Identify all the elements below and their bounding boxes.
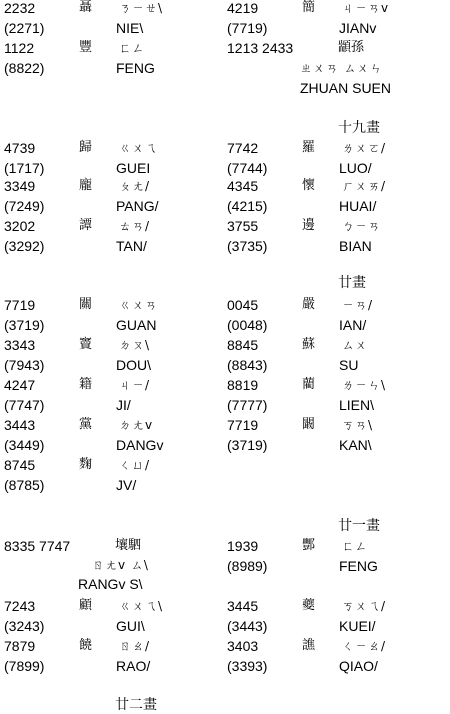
- entry-code: 3202: [4, 218, 36, 234]
- entry-pinyin: SU: [339, 357, 359, 373]
- entry-code: 0045: [227, 297, 259, 313]
- entry-alt-code: (3719): [227, 437, 268, 453]
- entry-character: 夔: [302, 598, 316, 613]
- entry-pinyin: JI/: [116, 397, 131, 413]
- compound-characters: 顓孫: [338, 40, 365, 55]
- entry-code: 7243: [4, 598, 36, 614]
- entry-pinyin: DOU\: [116, 357, 151, 373]
- entry-alt-code: (8989): [227, 558, 268, 574]
- stroke-heading: 廿二畫: [115, 697, 157, 713]
- entry-alt-code: (3719): [4, 317, 45, 333]
- entry-code: 7719: [227, 417, 259, 433]
- entry-zhuyin: ㄍㄨㄟ: [119, 141, 159, 155]
- entry-character: 竇: [79, 337, 93, 352]
- entry-zhuyin: ㄐㄧㄢv: [342, 1, 390, 15]
- entry-code: 3445: [227, 598, 259, 614]
- entry-alt-code: (2271): [4, 20, 45, 36]
- entry-alt-code: (7719): [227, 20, 268, 36]
- entry-character: 譚: [79, 218, 93, 233]
- entry-code: 2232: [4, 0, 36, 16]
- entry-code: 1122: [4, 40, 35, 56]
- compound-code: 8335 7747: [4, 538, 71, 554]
- entry-code: 7742: [227, 140, 259, 156]
- entry-zhuyin: ㄌㄧㄣ\: [342, 378, 387, 392]
- entry-pinyin: FENG: [116, 60, 155, 76]
- entry-alt-code: (1717): [4, 160, 45, 176]
- compound-zhuyin: ㄖㄤv ㄙ\: [92, 558, 149, 572]
- entry-code: 3755: [227, 218, 259, 234]
- entry-character: 譙: [302, 638, 316, 653]
- entry-pinyin: RAO/: [116, 658, 151, 674]
- entry-pinyin: GUAN: [116, 317, 157, 333]
- compound-characters: 壤駟: [115, 538, 142, 553]
- stroke-heading: 十九畫: [338, 120, 380, 136]
- entry-character: 嚴: [302, 297, 316, 312]
- entry-zhuyin: ㄎㄢ\: [342, 418, 374, 432]
- entry-code: 4739: [4, 140, 36, 156]
- entry-pinyin: PANG/: [116, 198, 159, 214]
- entry-zhuyin: ㄙㄨ: [342, 338, 369, 352]
- entry-zhuyin: ㄉㄡ\: [119, 338, 151, 352]
- entry-pinyin: KAN\: [339, 437, 372, 453]
- entry-alt-code: (7943): [4, 357, 45, 373]
- entry-zhuyin: ㄋㄧㄝ\: [119, 1, 164, 15]
- compound-pinyin: RANGv S\: [78, 576, 143, 592]
- entry-pinyin: BIAN: [339, 238, 372, 254]
- entry-zhuyin: ㄉㄤv: [119, 418, 154, 432]
- entry-character: 聶: [79, 0, 93, 15]
- entry-code: 7879: [4, 638, 36, 654]
- entry-alt-code: (3449): [4, 437, 45, 453]
- entry-zhuyin: ㄑㄧㄠ/: [342, 639, 387, 653]
- compound-code: 1213 2433: [227, 40, 294, 56]
- entry-zhuyin: ㄍㄨㄟ\: [119, 599, 164, 613]
- entry-pinyin: DANGv: [116, 437, 164, 453]
- entry-pinyin: GUI\: [116, 618, 145, 634]
- entry-character: 邊: [302, 218, 316, 233]
- entry-alt-code: (8785): [4, 477, 45, 493]
- entry-code: 4247: [4, 377, 36, 393]
- stroke-heading: 廿畫: [338, 275, 366, 291]
- entry-alt-code: (4215): [227, 198, 268, 214]
- entry-zhuyin: ㄐㄧ/: [119, 378, 151, 392]
- entry-character: 蘇: [302, 337, 316, 352]
- entry-alt-code: (3393): [227, 658, 268, 674]
- entry-pinyin: HUAI/: [339, 198, 377, 214]
- entry-alt-code: (7899): [4, 658, 45, 674]
- entry-code: 8845: [227, 337, 259, 353]
- entry-zhuyin: ㄧㄢ/: [342, 298, 374, 312]
- entry-pinyin: FENG: [339, 558, 378, 574]
- entry-alt-code: (3243): [4, 618, 45, 634]
- entry-character: 闞: [302, 417, 316, 432]
- entry-pinyin: NIE\: [116, 20, 144, 36]
- entry-pinyin: LUO/: [339, 160, 372, 176]
- entry-character: 懷: [302, 178, 316, 193]
- entry-alt-code: (8822): [4, 60, 45, 76]
- entry-zhuyin: ㄆㄤ/: [119, 179, 151, 193]
- entry-code: 4345: [227, 178, 259, 194]
- entry-pinyin: QIAO/: [339, 658, 378, 674]
- entry-pinyin: JIANv: [339, 20, 377, 36]
- entry-alt-code: (8843): [227, 357, 268, 373]
- entry-alt-code: (7777): [227, 397, 268, 413]
- compound-zhuyin: ㄓㄨㄢ ㄙㄨㄣ: [300, 61, 383, 75]
- entry-zhuyin: ㄍㄨㄢ: [119, 298, 159, 312]
- entry-alt-code: (7249): [4, 198, 45, 214]
- entry-alt-code: (7744): [227, 160, 268, 176]
- entry-alt-code: (3735): [227, 238, 268, 254]
- entry-pinyin: JV/: [116, 477, 137, 493]
- entry-alt-code: (3443): [227, 618, 268, 634]
- entry-character: 豐: [79, 40, 93, 55]
- entry-zhuyin: ㄈㄥ: [342, 539, 369, 553]
- entry-character: 饒: [79, 638, 93, 653]
- entry-code: 4219: [227, 0, 259, 16]
- entry-character: 歸: [79, 140, 93, 155]
- entry-code: 3349: [4, 178, 36, 194]
- entry-code: 7719: [4, 297, 36, 313]
- entry-code: 8819: [227, 377, 259, 393]
- entry-character: 藺: [302, 377, 316, 392]
- entry-character: 顧: [79, 598, 93, 613]
- entry-character: 簡: [302, 0, 316, 15]
- entry-zhuyin: ㄌㄨㄛ/: [342, 141, 387, 155]
- entry-pinyin: IAN/: [339, 317, 367, 333]
- entry-character: 麴: [79, 457, 93, 472]
- entry-zhuyin: ㄊㄢ/: [119, 219, 151, 233]
- entry-zhuyin: ㄎㄨㄟ/: [342, 599, 387, 613]
- entry-alt-code: (0048): [227, 317, 268, 333]
- entry-code: 3343: [4, 337, 36, 353]
- entry-character: 黨: [79, 417, 93, 432]
- entry-character: 酆: [302, 538, 316, 553]
- entry-code: 1939: [227, 538, 259, 554]
- entry-alt-code: (3292): [4, 238, 45, 254]
- entry-zhuyin: ㄖㄠ/: [119, 639, 151, 653]
- entry-pinyin: LIEN\: [339, 397, 375, 413]
- entry-character: 羅: [302, 140, 316, 155]
- entry-zhuyin: ㄑㄩ/: [119, 458, 151, 472]
- entry-code: 3403: [227, 638, 259, 654]
- entry-code: 3443: [4, 417, 36, 433]
- entry-pinyin: TAN/: [116, 238, 147, 254]
- entry-character: 籍: [79, 377, 93, 392]
- entry-zhuyin: ㄅㄧㄢ: [342, 219, 382, 233]
- entry-pinyin: KUEI/: [339, 618, 376, 634]
- entry-alt-code: (7747): [4, 397, 45, 413]
- entry-zhuyin: ㄏㄨㄞ/: [342, 179, 387, 193]
- entry-character: 關: [79, 297, 93, 312]
- stroke-heading: 廿一畫: [338, 518, 380, 534]
- entry-code: 8745: [4, 457, 36, 473]
- compound-pinyin: ZHUAN SUEN: [300, 80, 392, 96]
- entry-zhuyin: ㄈㄥ: [119, 41, 146, 55]
- entry-character: 龐: [79, 178, 93, 193]
- entry-pinyin: GUEI: [116, 160, 151, 176]
